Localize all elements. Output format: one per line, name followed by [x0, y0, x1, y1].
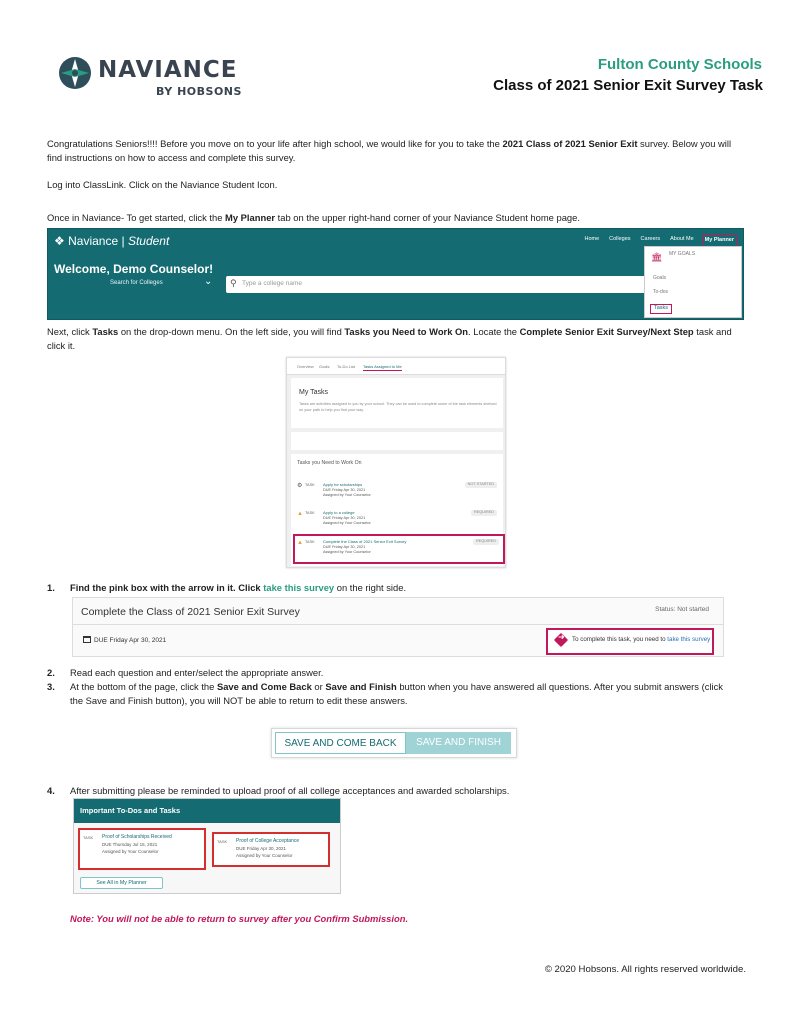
step-number: 1.: [47, 582, 55, 593]
step-number: 2.: [47, 667, 55, 678]
planner-text: Once in Naviance- To get started, click the: [47, 212, 226, 223]
take-survey-box[interactable]: [546, 628, 714, 655]
step-4: After submitting please be reminded to upload proof of all college acceptances and awarded scholarships.: [70, 785, 510, 796]
nav-careers[interactable]: Careers: [640, 236, 661, 242]
save-buttons-screenshot: [271, 728, 517, 758]
todo-level: TASK: [217, 839, 228, 844]
task-due: DUE Friday Apr 30, 2021: [323, 488, 366, 492]
dropdown-goals[interactable]: Goals: [653, 275, 667, 281]
warning-note: Note: You will not be able to return to survey after you Confirm Submission.: [70, 913, 409, 924]
tab-overview[interactable]: Overview: [297, 364, 314, 369]
task-name[interactable]: Apply for scholarships: [323, 482, 363, 487]
task-name[interactable]: Complete the Class of 2021 Senior Exit Survey: [323, 539, 407, 544]
step-3: [70, 680, 725, 707]
todo-name[interactable]: Proof of College Acceptance: [236, 838, 300, 844]
brand-name: Naviance: [68, 234, 119, 248]
dropdown-todos[interactable]: To-dos: [653, 289, 669, 295]
take-survey-cta: [572, 636, 710, 645]
my-tasks-title: My Tasks: [299, 389, 329, 396]
planner-tabs: [287, 358, 505, 375]
survey-task-title: Complete the Class of 2021 Senior Exit Survey: [81, 606, 300, 618]
cta-text: To complete this task, you need to: [572, 636, 668, 643]
tasks-filler-panel: [291, 432, 503, 450]
task-name[interactable]: Apply to a college: [323, 510, 355, 515]
college-search-input[interactable]: [226, 276, 671, 293]
survey-due-text: DUE Friday Apr 30, 2021: [94, 637, 167, 644]
task-status: NOT STARTED: [465, 482, 497, 488]
search-category-label[interactable]: Search for Colleges: [110, 280, 163, 286]
naviance-brand[interactable]: ❖ Naviance | Student: [54, 234, 170, 248]
task-level: TASK: [305, 483, 315, 487]
logo-wordmark: NAVIANCE: [98, 57, 238, 83]
task-item-exit-survey[interactable]: [293, 534, 505, 564]
school-icon: 🏛: [651, 252, 663, 262]
my-tasks-description: Tasks are activities assigned to you by your school. They can be used to complete some of the task elements shelved on your path to help you find your way.: [299, 402, 497, 412]
todo-card-acceptance[interactable]: [212, 832, 330, 867]
task-status: REQUIRED: [471, 510, 497, 516]
important-todos-screenshot: [73, 798, 341, 894]
task-icon: ⚙: [297, 483, 303, 489]
todo-level: TASK: [83, 835, 94, 840]
district-name: Fulton County Schools: [597, 56, 762, 73]
intro-text: Congratulations Seniors!!!! Before you move on to your life after high school, we would like for you to take the: [47, 138, 503, 149]
tasks-work-on-panel: [291, 454, 503, 566]
step-number: 4.: [47, 785, 55, 796]
naviance-navbar-screenshot: [47, 228, 744, 320]
search-icon: ⚲: [230, 278, 237, 288]
nav-about-me[interactable]: About Me: [670, 236, 694, 242]
task-due: DUE Friday Apr 30, 2021: [323, 545, 366, 549]
divider: [73, 624, 723, 625]
search-placeholder: Type a college name: [242, 280, 302, 287]
todo-assigned-by: Assigned by Your Counselor: [236, 853, 293, 858]
tab-goals[interactable]: Goals: [319, 364, 330, 369]
save-and-finish-button[interactable]: SAVE AND FINISH: [406, 732, 511, 754]
todo-card-scholarships[interactable]: [78, 828, 206, 870]
naviance-logo: [58, 54, 248, 102]
task-level: TASK: [305, 540, 315, 544]
task-assigned-by: Assigned by Your Counselor: [323, 521, 371, 525]
planner-instruction: [47, 211, 747, 225]
my-tasks-panel: [291, 378, 503, 428]
task-icon: ▲: [297, 540, 303, 546]
tab-todo[interactable]: To-Do List: [337, 364, 356, 369]
task-icon: ▲: [297, 511, 303, 517]
work-on-label: Tasks you Need to Work On: [344, 326, 469, 337]
task-status: REQUIRED: [473, 539, 499, 545]
tab-tasks-assigned[interactable]: Tasks Assigned to Me: [363, 364, 402, 369]
login-instruction: Log into ClassLink. Click on the Naviance Student Icon.: [47, 179, 278, 190]
task-assigned-by: Assigned by Your Counselor: [323, 550, 371, 554]
survey-due: [83, 636, 166, 645]
nav-colleges[interactable]: Colleges: [609, 236, 631, 242]
planner-text-end: tab on the upper right-hand corner of your Naviance Student home page.: [275, 212, 580, 223]
todo-due: DUE Thursday Jul 15, 2021: [102, 842, 158, 847]
take-survey-link[interactable]: take this survey: [667, 636, 711, 643]
tasks-text-e: . Locate the: [468, 326, 520, 337]
page-title: Class of 2021 Senior Exit Survey Task: [493, 77, 763, 94]
dropdown-tasks[interactable]: Tasks: [650, 304, 672, 314]
todo-name[interactable]: Proof of Scholarships Received: [102, 834, 172, 840]
intro-text-end: survey. Below you will find instructions on how to access and complete this survey.: [47, 138, 732, 163]
planner-dropdown: [644, 246, 742, 318]
step-3-text-e: button when you have answered all questions. After you submit answers (click the Save and Finish button), you will NOT be able to return to edit these answers.: [70, 681, 723, 706]
task-due: DUE Friday Apr 30, 2021: [323, 516, 366, 520]
copyright-footer: © 2020 Hobsons. All rights reserved worldwide.: [544, 964, 746, 975]
step-3-text-c: or: [311, 681, 326, 692]
tasks-text-a: Next, click: [47, 326, 93, 337]
chevron-down-icon[interactable]: ⌄: [204, 276, 213, 287]
todos-header: Important To-Dos and Tasks: [74, 799, 340, 823]
logo-subtitle: BY HOBSONS: [156, 85, 242, 98]
step-number: 3.: [47, 681, 55, 692]
task-assigned-by: Assigned by Your Counselor: [323, 493, 371, 497]
step-2: Read each question and enter/select the appropriate answer.: [70, 667, 324, 678]
survey-status: Status: Not started: [655, 606, 709, 613]
save-and-come-back-button[interactable]: SAVE AND COME BACK: [275, 732, 406, 754]
see-all-planner-button[interactable]: See All in My Planner: [80, 877, 163, 889]
welcome-message: Welcome, Demo Counselor!: [54, 262, 214, 276]
tasks-text-c: on the drop-down menu. On the left side, you will find: [118, 326, 345, 337]
exit-survey-label: Complete Senior Exit Survey/Next Step: [519, 326, 694, 337]
arrow-icon: [554, 633, 568, 647]
take-survey-link-text: take this survey: [263, 582, 335, 593]
tasks-instruction: [47, 325, 747, 352]
step-3-text-a: At the bottom of the page, click the: [70, 681, 217, 692]
compass-icon: [58, 56, 92, 90]
task-item[interactable]: [297, 510, 501, 534]
naviance-compass-icon: ❖: [54, 234, 65, 248]
save-finish-label: Save and Finish: [325, 681, 397, 692]
survey-name: 2021 Class of 2021 Senior Exit: [502, 138, 638, 149]
tasks-label: Tasks: [92, 326, 119, 337]
my-planner-label: My Planner: [225, 212, 276, 223]
intro-paragraph: [47, 137, 747, 164]
task-item[interactable]: [297, 482, 501, 506]
tasks-text-g: task and click it.: [47, 326, 732, 351]
todo-due: DUE Friday Apr 30, 2021: [236, 846, 287, 851]
todo-assigned-by: Assigned by Your Counselor: [102, 849, 159, 854]
save-come-back-label: Save and Come Back: [216, 681, 312, 692]
calendar-icon: [83, 636, 91, 643]
nav-my-planner[interactable]: My Planner: [702, 235, 737, 247]
task-level: TASK: [305, 511, 315, 515]
my-tasks-screenshot: [286, 357, 506, 568]
work-on-title: Tasks you Need to Work On: [297, 460, 362, 466]
step-1: [70, 581, 750, 595]
step-1-text: Find the pink box with the arrow in it. Click: [70, 582, 264, 593]
nav-home[interactable]: Home: [584, 236, 600, 242]
brand-sub: Student: [127, 234, 170, 248]
dropdown-goals-header: MY GOALS: [669, 251, 696, 257]
step-1-text-end: on the right side.: [334, 582, 407, 593]
survey-task-screenshot: [72, 597, 724, 657]
